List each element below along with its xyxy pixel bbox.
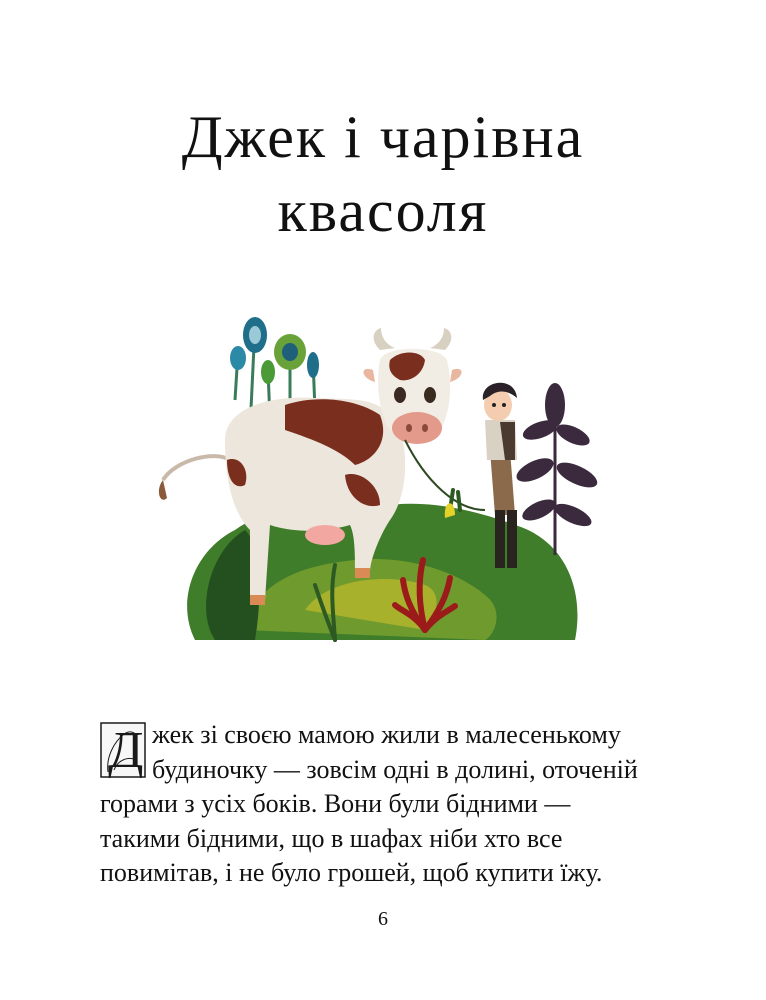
story-line-1: жек зі своєю мамою жили в малесенькому	[152, 720, 621, 749]
story-line-5: повимітав, і не було грошей, щоб купити їжу.	[100, 858, 603, 887]
page-number: 6	[378, 908, 388, 930]
story-line-2: будиночку — зовсім одні в долині, оточеній	[152, 754, 638, 784]
title-line-2: квасоля	[277, 178, 489, 244]
title-line-1: Джек і чарівна	[181, 104, 585, 170]
story-line-4: такими бідними, що в шафах ніби хто все	[100, 823, 563, 853]
story-paragraph	[100, 718, 680, 891]
story-line-3: горами з усіх боків. Вони були бідними —	[100, 789, 571, 818]
dropcap-letter: Д	[108, 722, 144, 779]
page-title	[0, 100, 766, 248]
cow-and-boy-illustration	[155, 310, 605, 655]
rope	[405, 440, 485, 510]
